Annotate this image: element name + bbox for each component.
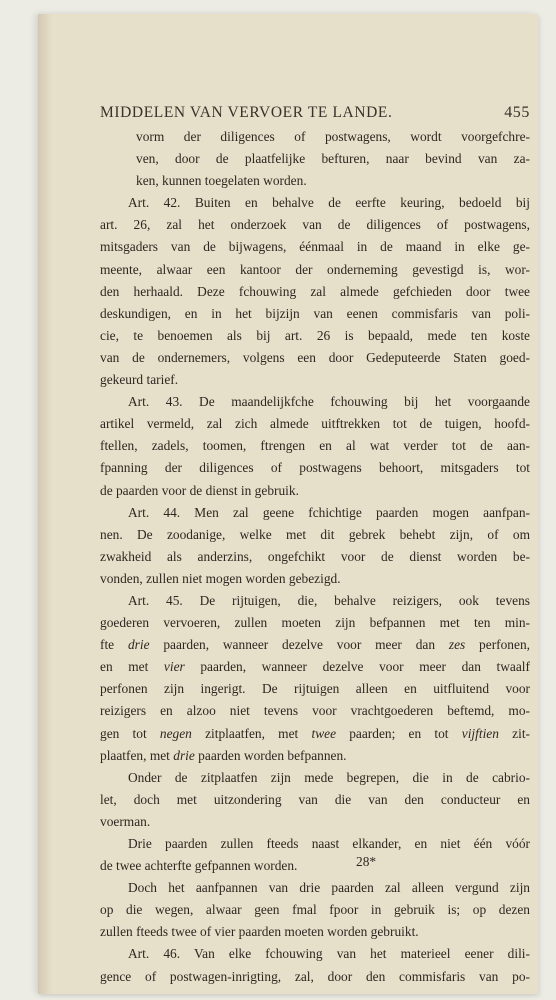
text-line: vorm der diligences of postwagens, wordt voorgefchre- — [136, 129, 530, 144]
text-line: zullen fteeds twee of vier paarden moeten worden gebruikt. — [100, 924, 419, 940]
text-line: goederen vervoeren, zullen moeten zijn befpannen met ten min- — [100, 615, 530, 631]
text-line: Onder de zitplaatfen zijn mede begrepen, die in de cabrio- — [128, 769, 530, 785]
text-line: van de ondernemers, volgens een door Gedeputeerde Staten goed- — [100, 349, 530, 365]
text-line: de paarden voor de dienst in gebruik. — [100, 482, 299, 498]
text-line: ven, door de plaatfelijke befturen, naar bevind van za- — [136, 151, 530, 167]
text-line: Art. 46. Van elke fchouwing van het materieel eener dili- — [128, 946, 530, 962]
text-line: Art. 43. De maandelijkfche fchouwing bij het voorgaande — [128, 394, 530, 410]
running-header — [100, 104, 530, 122]
text-line: Art. 42. Buiten en behalve de eerfte keuring, bedoeld bij — [128, 195, 530, 211]
body-text — [100, 126, 530, 988]
text-line: reizigers en alzoo niet tevens voor vrachtgoederen beftemd, mo- — [100, 703, 530, 719]
text-line: ken, kunnen toegelaten worden. — [136, 173, 307, 189]
book-page — [38, 14, 538, 994]
text-line: meente, alwaar een kantoor der onderneming gevestigd is, wor- — [100, 261, 530, 277]
text-line: mitsgaders van de bijwagens, éénmaal in de maand in elke ge- — [100, 239, 530, 255]
text-line: perfonen zijn ingerigt. De rijtuigen alleen en uitfluitend voor — [100, 681, 530, 697]
text-line: op die wegen, alwaar geen fmal fpoor in gebruik is; op dezen — [100, 902, 530, 918]
text-line: nen. De zoodanige, welke met dit gebrek behebt zijn, of om — [100, 526, 530, 542]
text-line: deskundigen, en in het bijzijn van eenen commisfaris van poli- — [100, 305, 530, 321]
text-line: zwakheid als anderzins, ongefchikt voor de dienst worden be- — [100, 548, 530, 564]
text-line: let, doch met uitzondering van die van den conducteur en — [100, 791, 530, 807]
text-line: fte drie paarden, wanneer dezelve voor meer dan zes perfonen, — [100, 637, 530, 653]
text-line: en met vier paarden, wanneer dezelve voor meer dan twaalf — [100, 659, 530, 675]
text-line: artikel vermeld, zal zich almede uitftrekken tot de tuigen, hoofd- — [100, 416, 530, 432]
signature-mark: 28* — [356, 854, 377, 869]
page-number: 455 — [504, 104, 530, 121]
text-line: fpanning der diligences of postwagens behoort, mitsgaders tot — [100, 460, 530, 476]
text-line: den herhaald. Deze fchouwing zal almede gefchieden door twee — [100, 283, 530, 299]
text-line: de twee achterfte gefpannen worden. — [100, 858, 298, 874]
text-line: voerman. — [100, 813, 151, 829]
text-line: gekeurd tarief. — [100, 372, 179, 388]
text-line: Art. 44. Men zal geene fchichtige paarden mogen aanfpan- — [128, 504, 530, 520]
text-line: plaatfen, met drie paarden worden befpannen. — [100, 747, 347, 763]
text-line: art. 26, zal het onderzoek van de diligences of postwagens, — [100, 217, 530, 233]
text-line: ftellen, zadels, toomen, ftrengen en al wat verder tot de aan- — [100, 438, 530, 454]
text-line: Art. 45. De rijtuigen, die, behalve reizigers, ook tevens — [128, 592, 530, 608]
running-title: MIDDELEN VAN VERVOER TE LANDE. — [100, 104, 393, 121]
text-line: Drie paarden zullen fteeds naast elkander, en niet één vóór — [128, 836, 530, 851]
text-line: vonden, zullen niet mogen worden gebezigd. — [100, 570, 341, 586]
text-line: gence of postwagen-inrigting, zal, door den commisfaris van po- — [100, 968, 530, 984]
text-line: cie, te benoemen als bij art. 26 is bepaald, mede ten koste — [100, 327, 530, 343]
text-line: gen tot negen zitplaatfen, met twee paarden; en tot vijftien zit- — [100, 725, 530, 741]
text-line: Doch het aanfpannen van drie paarden zal alleen vergund zijn — [128, 880, 530, 896]
